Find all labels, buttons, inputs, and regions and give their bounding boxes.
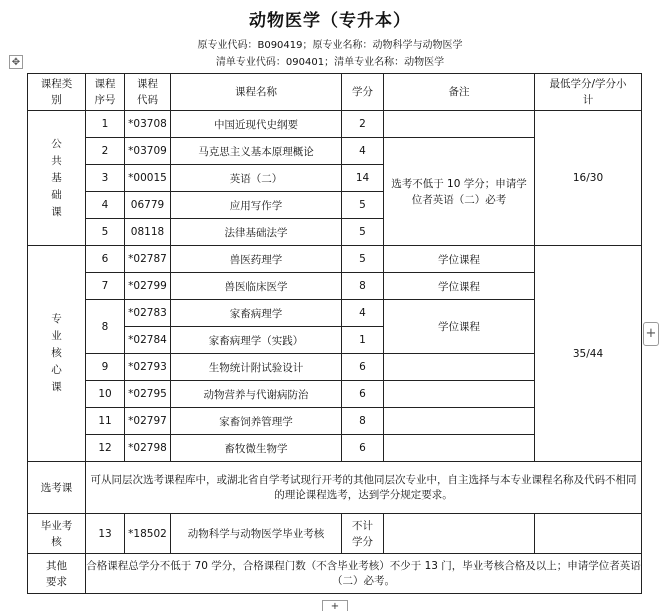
group-core-text: 专业核心课 bbox=[51, 313, 62, 393]
group-core-label bbox=[28, 246, 86, 462]
table-row-other bbox=[28, 554, 642, 594]
code-cell: *02799 bbox=[125, 273, 171, 300]
header-category: 课程类别 bbox=[28, 74, 86, 111]
seq-cell: 1 bbox=[86, 111, 125, 138]
remark-cell bbox=[384, 354, 535, 381]
original-major-info: 原专业代码：B090419；原专业名称：动物科学与动物医学 bbox=[197, 40, 463, 51]
code-cell: *02795 bbox=[125, 381, 171, 408]
header-credit: 学分 bbox=[342, 74, 384, 111]
seq-cell: 13 bbox=[86, 514, 125, 554]
code-cell: *02797 bbox=[125, 408, 171, 435]
code-cell: *02798 bbox=[125, 435, 171, 462]
credit-cell: 1 bbox=[342, 327, 384, 354]
course-name-cell: 兽医药理学 bbox=[171, 246, 342, 273]
credit-cell: 5 bbox=[342, 192, 384, 219]
group-public-text: 公共基础课 bbox=[51, 137, 62, 218]
curriculum-table bbox=[27, 73, 642, 594]
page-title: 动物医学（专升本） bbox=[249, 11, 411, 31]
min-credit-cell bbox=[535, 514, 642, 554]
seq-cell: 12 bbox=[86, 435, 125, 462]
group-public-remark bbox=[384, 138, 535, 246]
seq-cell: 6 bbox=[86, 246, 125, 273]
course-name-cell: 畜牧微生物学 bbox=[171, 435, 342, 462]
code-cell: *00015 bbox=[125, 165, 171, 192]
code-cell: *18502 bbox=[125, 514, 171, 554]
seq-cell: 4 bbox=[86, 192, 125, 219]
credit-cell: 不计学分 bbox=[342, 514, 384, 554]
group-public-remark-text: 选考不低于 10 学分；申请学位者英语（二）必考 bbox=[391, 177, 527, 206]
course-name-cell: 中国近现代史纲要 bbox=[171, 111, 342, 138]
table-row-elective bbox=[28, 462, 642, 514]
table-header-row bbox=[28, 74, 642, 111]
remark-cell bbox=[384, 381, 535, 408]
credit-cell: 4 bbox=[342, 138, 384, 165]
group-graduation-label: 毕业考核 bbox=[28, 514, 86, 554]
code-cell: 08118 bbox=[125, 219, 171, 246]
header-min-credit: 最低学分/学分小计 bbox=[535, 74, 642, 111]
plus-icon[interactable]: + bbox=[643, 322, 659, 346]
seq-cell: 11 bbox=[86, 408, 125, 435]
group-other-label: 其他要求 bbox=[28, 554, 86, 594]
code-cell: *02787 bbox=[125, 246, 171, 273]
remark-cell: 学位课程 bbox=[384, 273, 535, 300]
course-name-cell: 生物统计附试验设计 bbox=[171, 354, 342, 381]
credit-cell: 8 bbox=[342, 408, 384, 435]
seq-cell: 10 bbox=[86, 381, 125, 408]
course-name-cell: 兽医临床医学 bbox=[171, 273, 342, 300]
header-code: 课程代码 bbox=[125, 74, 171, 111]
course-name-cell: 英语（二） bbox=[171, 165, 342, 192]
remark-cell bbox=[384, 111, 535, 138]
group-elective-label: 选考课 bbox=[28, 462, 86, 514]
group-public-min-credit: 16/30 bbox=[535, 111, 642, 246]
header-remark: 备注 bbox=[384, 74, 535, 111]
code-cell: *02784 bbox=[125, 327, 171, 354]
remark-cell: 学位课程 bbox=[384, 246, 535, 273]
course-name-cell: 家畜病理学 bbox=[171, 300, 342, 327]
seq-cell: 7 bbox=[86, 273, 125, 300]
remark-cell bbox=[384, 435, 535, 462]
seq-cell: 5 bbox=[86, 219, 125, 246]
group-core-min-credit: 35/44 bbox=[535, 246, 642, 462]
remark-cell bbox=[384, 408, 535, 435]
credit-cell: 6 bbox=[342, 381, 384, 408]
course-name-cell: 动物营养与代谢病防治 bbox=[171, 381, 342, 408]
seq-cell: 3 bbox=[86, 165, 125, 192]
page-footer-fragment bbox=[0, 600, 660, 611]
credit-cell: 2 bbox=[342, 111, 384, 138]
move-handle-icon[interactable]: ✥ bbox=[9, 55, 23, 69]
footer-add-icon[interactable]: + bbox=[322, 600, 348, 611]
course-name-cell: 马克思主义基本原理概论 bbox=[171, 138, 342, 165]
credit-cell: 5 bbox=[342, 219, 384, 246]
credit-cell: 4 bbox=[342, 300, 384, 327]
remark-cell bbox=[384, 514, 535, 554]
credit-cell: 5 bbox=[342, 246, 384, 273]
course-name-cell: 应用写作学 bbox=[171, 192, 342, 219]
header-name: 课程名称 bbox=[171, 74, 342, 111]
group-elective-text: 可从同层次选考课程库中，或湖北省自学考试现行开考的其他同层次专业中，自主选择与本专业课程名称及代码不相同的理论课程选考，达到学分规定要求。 bbox=[86, 462, 642, 514]
code-cell: 06779 bbox=[125, 192, 171, 219]
code-cell: *02793 bbox=[125, 354, 171, 381]
credit-cell: 6 bbox=[342, 354, 384, 381]
seq-cell: 9 bbox=[86, 354, 125, 381]
code-cell: *03708 bbox=[125, 111, 171, 138]
list-major-info: 清单专业代码：090401；清单专业名称：动物医学 bbox=[215, 57, 445, 68]
course-name-cell: 动物科学与动物医学毕业考核 bbox=[171, 514, 342, 554]
credit-cell: 14 bbox=[342, 165, 384, 192]
table-row-graduation bbox=[28, 514, 642, 554]
seq-cell: 8 bbox=[86, 300, 125, 354]
code-cell: *02783 bbox=[125, 300, 171, 327]
course-name-cell: 家畜饲养管理学 bbox=[171, 408, 342, 435]
course-name-cell: 法律基础法学 bbox=[171, 219, 342, 246]
credit-cell: 8 bbox=[342, 273, 384, 300]
seq-cell: 2 bbox=[86, 138, 125, 165]
header-seq: 课程序号 bbox=[86, 74, 125, 111]
credit-cell: 6 bbox=[342, 435, 384, 462]
table-row bbox=[28, 246, 642, 273]
group-public-label bbox=[28, 111, 86, 246]
course-name-cell: 家畜病理学（实践） bbox=[171, 327, 342, 354]
remark-cell: 学位课程 bbox=[384, 300, 535, 354]
table-row bbox=[28, 111, 642, 138]
code-cell: *03709 bbox=[125, 138, 171, 165]
group-other-text: 合格课程总学分不低于 70 学分，合格课程门数（不含毕业考核）不少于 13 门，毕业考核合格及以上；申请学位者英语（二）必考。 bbox=[86, 554, 642, 594]
